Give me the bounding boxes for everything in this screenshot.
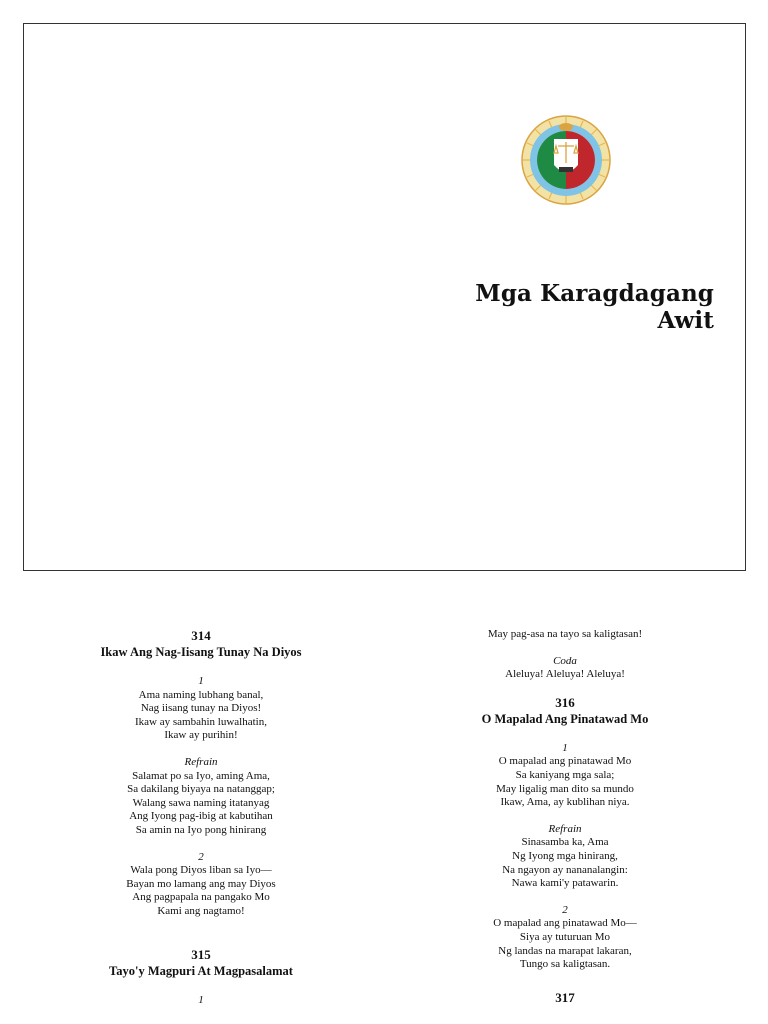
hymn-title: Ikaw Ang Nag-Iisang Tunay Na Diyos [100, 645, 302, 659]
stanza-label: Coda [553, 654, 577, 667]
hymn-title: O Mapalad Ang Pinatawad Mo [481, 711, 649, 726]
lyric-line: Ng landas na marapat lakaran, [498, 944, 632, 957]
lyric-line: Ikaw ay sambahin luwalhatin, [135, 715, 267, 728]
lyric-line: Sinasamba ka, Ama [521, 836, 609, 849]
church-seal-icon [521, 115, 611, 205]
lyric-line: Ng Iyong mga hinirang, [512, 849, 618, 862]
stanza-label: 1 [198, 675, 204, 687]
stanza-2 [400, 904, 730, 972]
lyric-line: Siya ay tuturuan Mo [519, 930, 611, 943]
coda [400, 655, 730, 682]
lyric-line: Ikaw, Ama, ay kublihan niya. [500, 796, 630, 809]
lyric-line: O mapalad ang pinatawad Mo [498, 755, 632, 768]
lyric-line: Ang pagpapala na pangako Mo [132, 891, 270, 904]
lyric-line: Sa kaniyang mga sala; [515, 768, 615, 781]
hymn-number: 315 [191, 946, 211, 962]
stanza-1 [400, 742, 730, 810]
lyric-line: Na ngayon ay nananalangin: [502, 863, 628, 876]
lyric-line: Bayan mo lamang ang may Diyos [126, 877, 276, 890]
hymn-title: Tayo'y Magpuri At Magpasalamat [109, 963, 293, 978]
lyric-line: Sa amin na Iyo pong hinirang [135, 823, 267, 836]
lyric-line: Ikaw ay purihin! [164, 729, 238, 742]
refrain [36, 756, 366, 838]
stanza-label: Refrain [548, 822, 582, 835]
lyric-line: Nag iisang tunay na Diyos! [140, 702, 262, 715]
carry-over [400, 628, 730, 642]
lyric-line: Wala pong Diyos liban sa Iyo— [130, 864, 272, 877]
stanza-label: 1 [562, 741, 568, 754]
stanza-label: 1 [198, 993, 204, 1006]
left-column [36, 628, 366, 1007]
hymn-number: 314 [191, 628, 211, 643]
lyric-line: May pag-asa na tayo sa kaligtasan! [487, 628, 643, 640]
stanza-1 [36, 675, 366, 743]
lyric-line: Ang Iyong pag-ibig at kabutihan [129, 810, 273, 823]
lyric-line: Sa dakilang biyaya na natanggap; [127, 783, 275, 796]
lyric-line: Walang sawa naming itatanyag [132, 796, 270, 809]
lyric-line: May ligalig man dito sa mundo [496, 782, 634, 795]
lyric-line: Ama naming lubhang banal, [138, 688, 264, 701]
hymn-number: 317 [555, 989, 575, 1005]
right-column [400, 628, 730, 1006]
lyric-line: Salamat po sa Iyo, aming Ama, [132, 769, 270, 782]
lyric-line: Nawa kami'y patawarin. [511, 877, 619, 890]
lyric-line: Tungo sa kaligtasan. [519, 958, 611, 971]
lyric-line: O mapalad ang pinatawad Mo— [493, 917, 637, 930]
stanza-2 [36, 851, 366, 919]
hymn-number: 316 [555, 694, 575, 710]
stanza-label: 2 [198, 850, 204, 863]
stanza-label: 2 [562, 903, 568, 916]
refrain [400, 823, 730, 891]
lyric-line: Aleluya! Aleluya! Aleluya! [505, 668, 625, 681]
cover-page [23, 23, 746, 571]
stanza-label: Refrain [184, 755, 218, 768]
lyric-line: Kami ang nagtamo! [157, 904, 245, 917]
cover-title: Mga Karagdagang Awit [475, 280, 714, 334]
